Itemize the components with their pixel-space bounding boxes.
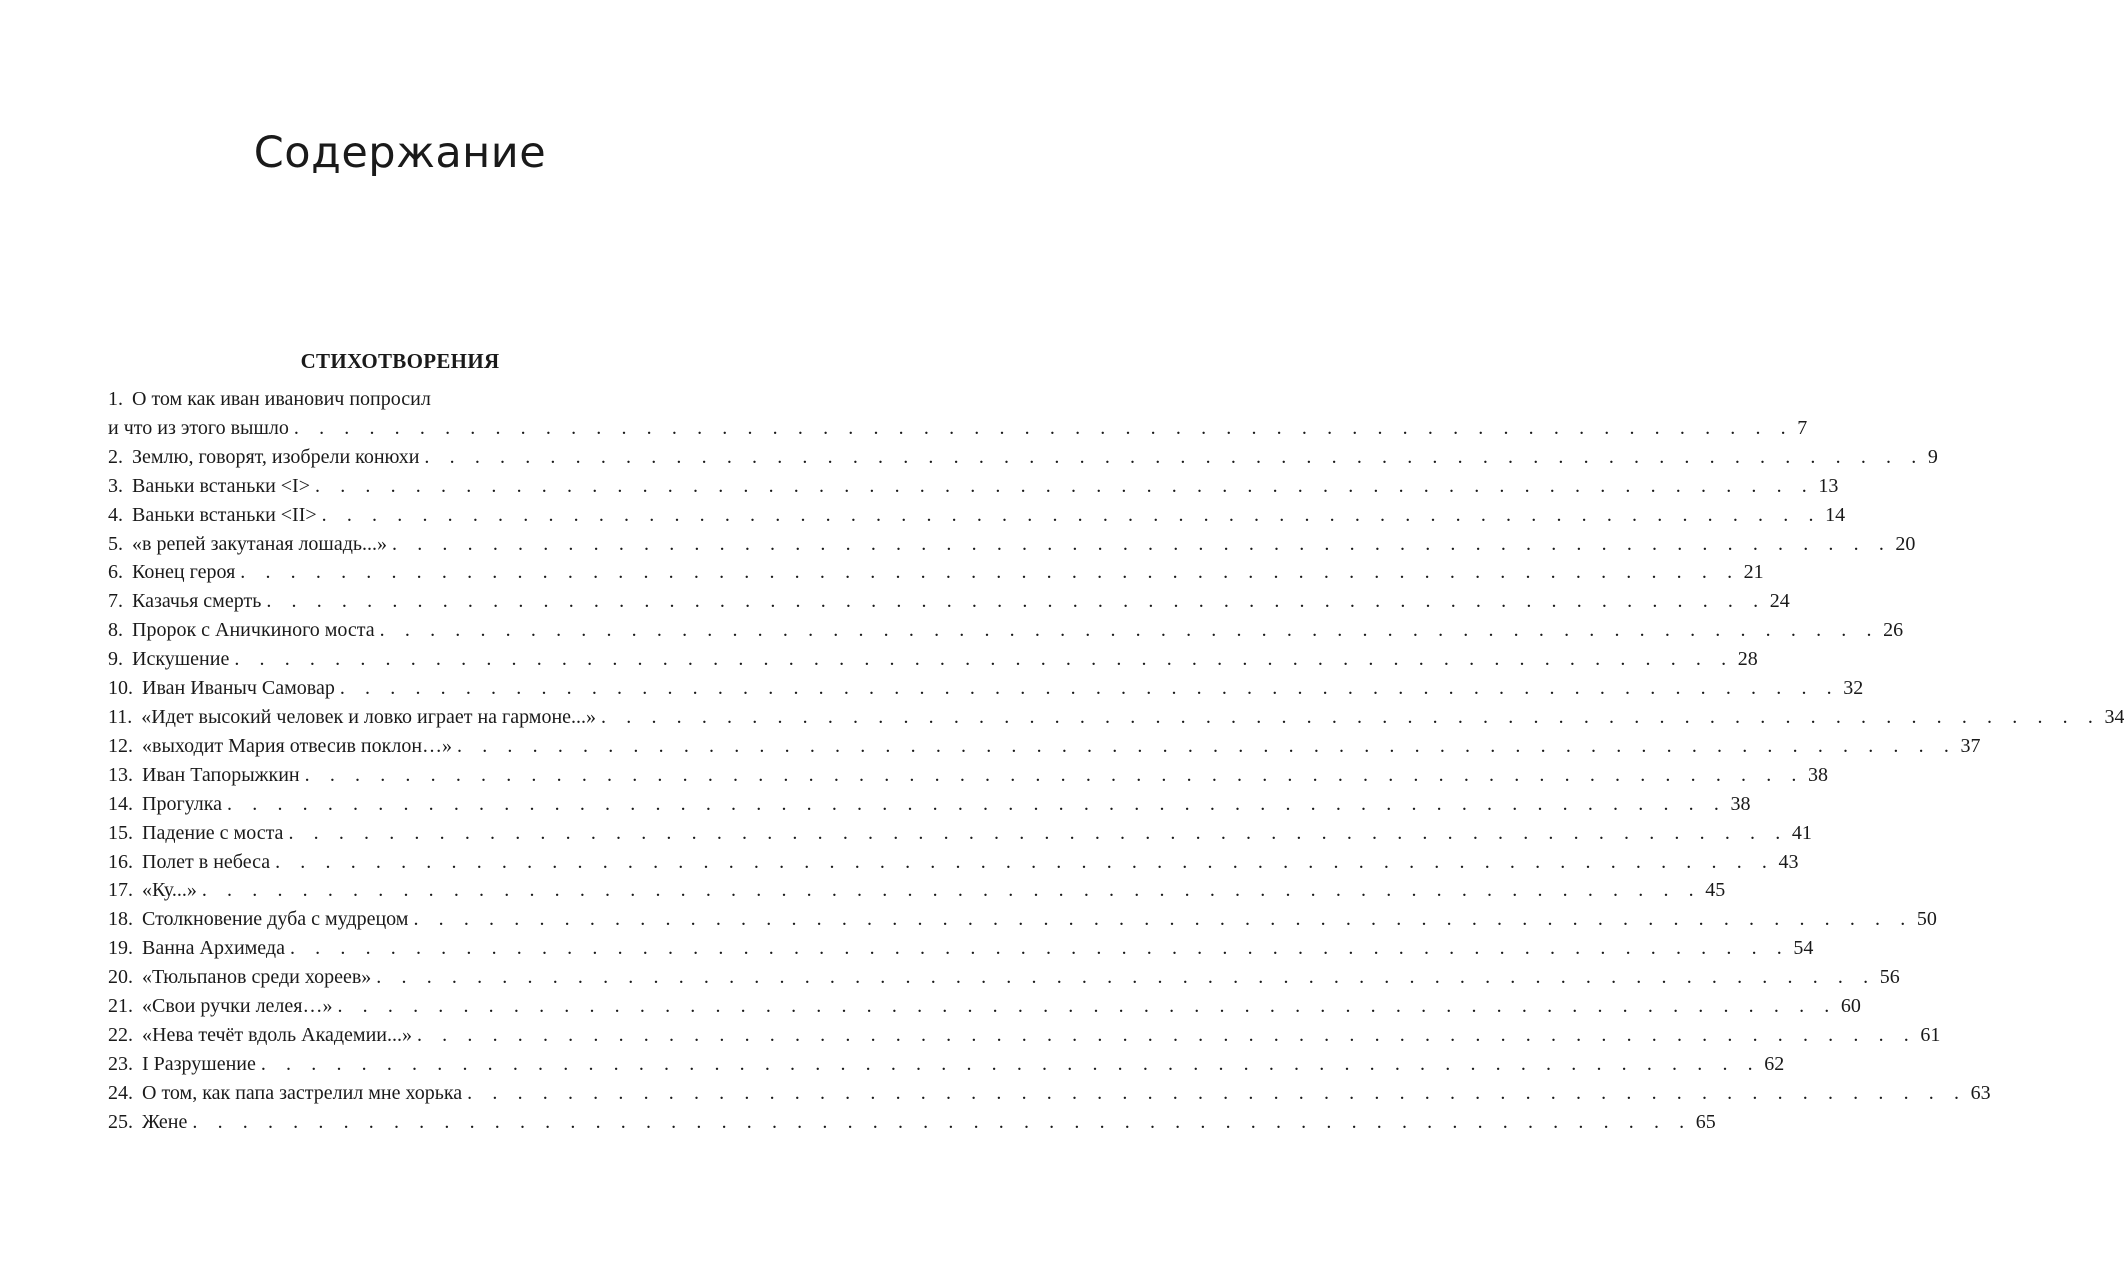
toc-entry-page-number: 37 <box>1960 734 1981 757</box>
toc-entry-title: «Свои ручки лелея…» <box>142 992 337 1021</box>
toc-entry-page-number: 34 <box>2104 705 2124 728</box>
toc-entry[interactable] <box>108 934 1814 963</box>
toc-entry-title: Искушение <box>132 645 234 674</box>
toc-entry-title: «Ку...» <box>142 876 202 905</box>
toc-entry-page-number: 32 <box>1843 677 1864 700</box>
toc-entry-page-number: 14 <box>1825 503 1846 526</box>
toc-entry-number: 5. <box>108 532 123 555</box>
toc-entry-title: Землю, говорят, изобрели конюхи <box>132 443 424 472</box>
toc-entry-page-number: 26 <box>1883 619 1904 642</box>
toc-entry-title: Ванна Архимеда <box>142 934 290 963</box>
toc-entry[interactable] <box>108 587 1790 616</box>
toc-leader-dots: . . . . . . . . . . . . . . . . . . . . . . . . . . . . . . . . . . . . . . . . . . . . . . . . . . . . . . . . . . . . <box>601 705 2101 728</box>
toc-entry-page-number: 65 <box>1695 1110 1716 1133</box>
toc-entry[interactable] <box>108 530 1916 559</box>
toc-entry[interactable] <box>108 558 1764 587</box>
toc-leader-dots: . . . . . . . . . . . . . . . . . . . . . . . . . . . . . . . . . . . . . . . . . . . . . . . . . . . . . . . . . . . . <box>457 734 1957 757</box>
toc-entry-number: 12. <box>108 734 133 757</box>
toc-leader-dots: . . . . . . . . . . . . . . . . . . . . . . . . . . . . . . . . . . . . . . . . . . . . . . . . . . . . . . . . . . . . <box>201 879 1702 902</box>
toc-leader-dots: . . . . . . . . . . . . . . . . . . . . . . . . . . . . . . . . . . . . . . . . . . . . . . . . . . . . . . . . . . . . <box>234 648 1734 671</box>
toc-entry[interactable] <box>108 443 1938 472</box>
toc-leader-dots: . . . . . . . . . . . . . . . . . . . . . . . . . . . . . . . . . . . . . . . . . . . . . . . . . . . . . . . . . . . . <box>337 995 1837 1018</box>
toc-entry-number: 20. <box>108 966 133 989</box>
toc-entry-page-number: 13 <box>1818 474 1839 497</box>
toc-entry-number: 17. <box>108 879 133 902</box>
toc-entry[interactable] <box>108 732 1981 761</box>
toc-entry-page-number: 38 <box>1730 792 1751 815</box>
toc-entry[interactable] <box>108 1021 1941 1050</box>
toc-leader-dots: . . . . . . . . . . . . . . . . . . . . . . . . . . . . . . . . . . . . . . . . . . . . . . . . . . . . . . . . . . . . <box>467 1081 1967 1104</box>
toc-entry[interactable] <box>108 385 1808 443</box>
toc-leader-dots: . . . . . . . . . . . . . . . . . . . . . . . . . . . . . . . . . . . . . . . . . . . . . . . . . . . . . . . . . . . . <box>227 792 1727 815</box>
toc-leader-dots: . . . . . . . . . . . . . . . . . . . . . . . . . . . . . . . . . . . . . . . . . . . . . . . . . . . . . . . . . . . . <box>192 1110 1692 1133</box>
toc-entry-title: Ваньки встаньки <I> <box>132 472 315 501</box>
toc-entry[interactable] <box>108 1050 1785 1079</box>
toc-leader-dots: . . . . . . . . . . . . . . . . . . . . . . . . . . . . . . . . . . . . . . . . . . . . . . . . . . . . . . . . . . . . <box>293 416 1794 439</box>
toc-leader-dots: . . . . . . . . . . . . . . . . . . . . . . . . . . . . . . . . . . . . . . . . . . . . . . . . . . . . . . . . . . . . <box>289 937 1790 960</box>
toc-entry-title: «Нева течёт вдоль Академии...» <box>142 1021 417 1050</box>
toc-entry-title: О том, как папа застрелил мне хорька <box>142 1079 467 1108</box>
toc-entry[interactable] <box>108 761 1829 790</box>
toc-leader-dots: . . . . . . . . . . . . . . . . . . . . . . . . . . . . . . . . . . . . . . . . . . . . . . . . . . . . . . . . . . . . <box>266 590 1766 613</box>
toc-entry-title: «в репей закутаная лошадь...» <box>132 530 392 559</box>
toc-leader-dots: . . . . . . . . . . . . . . . . . . . . . . . . . . . . . . . . . . . . . . . . . . . . . . . . . . . . . . . . . . . . <box>304 763 1805 786</box>
toc-leader-dots: . . . . . . . . . . . . . . . . . . . . . . . . . . . . . . . . . . . . . . . . . . . . . . . . . . . . . . . . . . . . <box>321 503 1822 526</box>
toc-entry[interactable] <box>108 501 1846 530</box>
toc-leader-dots: . . . . . . . . . . . . . . . . . . . . . . . . . . . . . . . . . . . . . . . . . . . . . . . . . . . . . . . . . . . . <box>424 445 1924 468</box>
toc-entry-number: 25. <box>108 1110 133 1133</box>
toc-entry-title: Казачья смерть <box>132 587 266 616</box>
toc-entry[interactable] <box>108 616 1904 645</box>
toc-entry-page-number: 41 <box>1791 821 1812 844</box>
toc-entry-title: и что из этого вышло <box>108 414 294 443</box>
toc-entry[interactable] <box>108 905 1937 934</box>
section-heading: СТИХОТВОРЕНИЯ <box>300 349 500 373</box>
toc-entry-number: 2. <box>108 445 123 468</box>
toc-entry[interactable] <box>108 819 1812 848</box>
toc-entry-page-number: 62 <box>1764 1052 1785 1075</box>
toc-entry-title: Конец героя <box>132 558 240 587</box>
toc-entry-number: 23. <box>108 1052 133 1075</box>
toc-entry-title: Прогулка <box>142 790 227 819</box>
toc-entry-page-number: 61 <box>1920 1023 1941 1046</box>
toc-leader-dots: . . . . . . . . . . . . . . . . . . . . . . . . . . . . . . . . . . . . . . . . . . . . . . . . . . . . . . . . . . . . <box>416 1023 1917 1046</box>
toc-entry[interactable] <box>108 992 1861 1021</box>
toc-leader-dots: . . . . . . . . . . . . . . . . . . . . . . . . . . . . . . . . . . . . . . . . . . . . . . . . . . . . . . . . . . . . <box>413 908 1913 931</box>
toc-leader-dots: . . . . . . . . . . . . . . . . . . . . . . . . . . . . . . . . . . . . . . . . . . . . . . . . . . . . . . . . . . . . <box>379 619 1880 642</box>
toc-leader-dots: . . . . . . . . . . . . . . . . . . . . . . . . . . . . . . . . . . . . . . . . . . . . . . . . . . . . . . . . . . . . <box>275 850 1775 873</box>
toc-leader-dots: . . . . . . . . . . . . . . . . . . . . . . . . . . . . . . . . . . . . . . . . . . . . . . . . . . . . . . . . . . . . <box>392 532 1892 555</box>
toc-entry[interactable] <box>108 1079 1991 1108</box>
toc-entry-number: 9. <box>108 648 123 671</box>
toc-entry-page-number: 54 <box>1793 937 1814 960</box>
toc-entry[interactable] <box>108 963 1900 992</box>
toc-entry-title: Падение с моста <box>142 819 288 848</box>
toc-entry-page-number: 45 <box>1705 879 1726 902</box>
toc-entry-title: Столкновение дуба с мудрецом <box>142 905 413 934</box>
toc-leader-dots: . . . . . . . . . . . . . . . . . . . . . . . . . . . . . . . . . . . . . . . . . . . . . . . . . . . . . . . . . . . . <box>260 1052 1761 1075</box>
toc-entry-page-number: 43 <box>1778 850 1799 873</box>
toc-entry-number: 10. <box>108 677 133 700</box>
toc-entry-number: 6. <box>108 561 123 584</box>
toc-entry-title: Ваньки встаньки <II> <box>132 501 322 530</box>
toc-entry-number: 19. <box>108 937 133 960</box>
toc-entry-page-number: 56 <box>1879 966 1900 989</box>
toc-entry[interactable] <box>108 848 1799 877</box>
toc-leader-dots: . . . . . . . . . . . . . . . . . . . . . . . . . . . . . . . . . . . . . . . . . . . . . . . . . . . . . . . . . . . . <box>315 474 1815 497</box>
toc-entry-number: 16. <box>108 850 133 873</box>
toc-entry[interactable] <box>108 472 1839 501</box>
toc-entry-title: Полет в небеса <box>142 848 275 877</box>
toc-leader-dots: . . . . . . . . . . . . . . . . . . . . . . . . . . . . . . . . . . . . . . . . . . . . . . . . . . . . . . . . . . . . <box>240 561 1740 584</box>
toc-entry-title-line: О том как иван иванович попросил <box>132 388 431 410</box>
table-of-contents <box>108 385 2124 1137</box>
toc-leader-dots: . . . . . . . . . . . . . . . . . . . . . . . . . . . . . . . . . . . . . . . . . . . . . . . . . . . . . . . . . . . . <box>376 966 1876 989</box>
toc-entry-number: 15. <box>108 821 133 844</box>
toc-entry-page-number: 28 <box>1737 648 1758 671</box>
toc-entry-title: Пророк с Аничкиного моста <box>132 616 380 645</box>
toc-entry-page-number: 50 <box>1916 908 1937 931</box>
toc-entry-title: Иван Иваныч Самовар <box>142 674 340 703</box>
toc-entry[interactable] <box>108 645 1758 674</box>
toc-entry-number: 21. <box>108 995 133 1018</box>
toc-entry-number: 3. <box>108 474 123 497</box>
toc-entry-number: 13. <box>108 763 133 786</box>
page-title: Содержание <box>253 128 547 178</box>
toc-entry[interactable] <box>108 876 1726 905</box>
toc-entry-number: 4. <box>108 503 123 526</box>
toc-entry-page-number: 7 <box>1797 416 1808 439</box>
toc-entry-title: I Разрушение <box>142 1050 261 1079</box>
toc-entry-title: «выходит Мария отвесив поклон…» <box>142 732 457 761</box>
toc-entry-number: 14. <box>108 792 133 815</box>
toc-entry-number: 18. <box>108 908 133 931</box>
toc-entry-title: Иван Тапорыжкин <box>142 761 305 790</box>
toc-entry[interactable] <box>108 1108 1716 1137</box>
toc-entry-page-number: 24 <box>1769 590 1790 613</box>
toc-entry-page-number: 38 <box>1808 763 1829 786</box>
toc-entry-number: 1. <box>108 388 123 410</box>
toc-entry-title: Жене <box>142 1108 192 1137</box>
toc-entry-number: 11. <box>108 705 133 728</box>
toc-entry-page-number: 9 <box>1927 445 1938 468</box>
toc-entry-page-number: 21 <box>1743 561 1764 584</box>
toc-entry-number: 7. <box>108 590 123 613</box>
toc-entry-title: «Идет высокий человек и ловко играет на гармоне...» <box>141 703 601 732</box>
toc-leader-dots: . . . . . . . . . . . . . . . . . . . . . . . . . . . . . . . . . . . . . . . . . . . . . . . . . . . . . . . . . . . . <box>339 677 1840 700</box>
toc-entry-number: 8. <box>108 619 123 642</box>
toc-entry-page-number: 63 <box>1970 1081 1991 1104</box>
toc-entry-number: 22. <box>108 1023 133 1046</box>
toc-entry-number: 24. <box>108 1081 133 1104</box>
toc-entry-page-number: 60 <box>1840 995 1861 1018</box>
toc-entry-title: «Тюльпанов среди хореев» <box>142 963 376 992</box>
toc-entry[interactable] <box>108 674 1864 703</box>
toc-entry[interactable] <box>108 703 2124 732</box>
toc-entry[interactable] <box>108 790 1751 819</box>
toc-leader-dots: . . . . . . . . . . . . . . . . . . . . . . . . . . . . . . . . . . . . . . . . . . . . . . . . . . . . . . . . . . . . <box>288 821 1788 844</box>
toc-entry-page-number: 20 <box>1895 532 1916 555</box>
